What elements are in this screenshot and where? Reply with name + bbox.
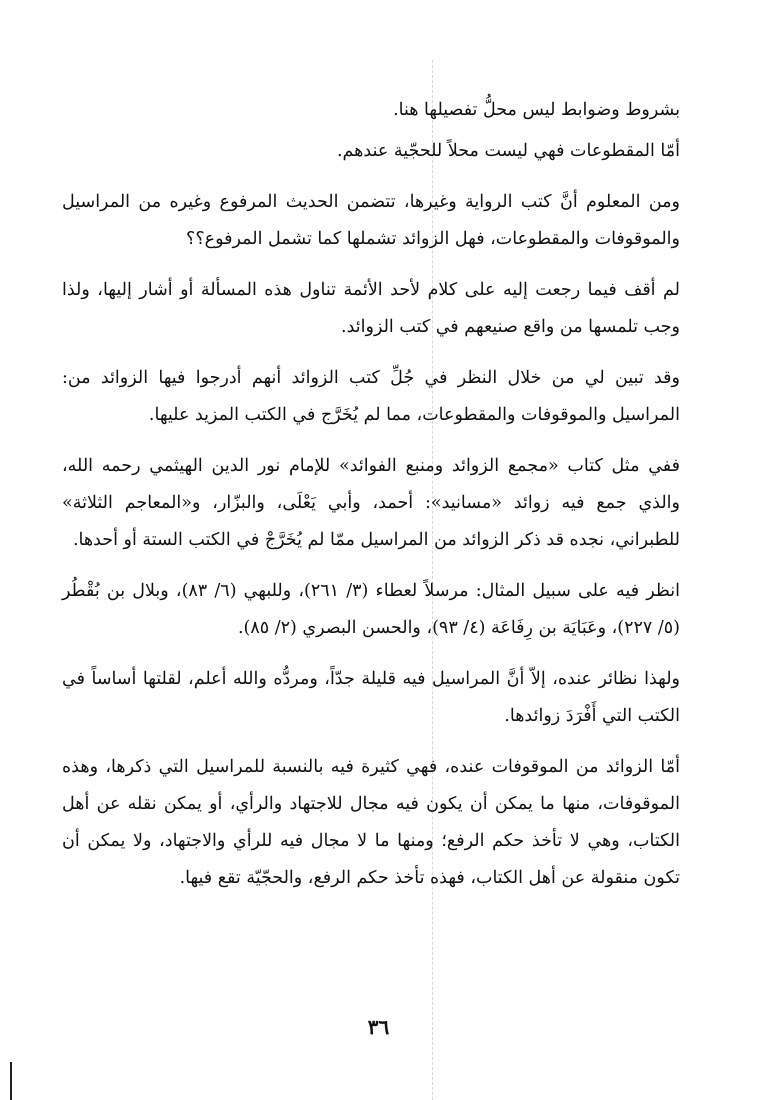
page-body (62, 92, 680, 911)
paragraph-5: وقد تبين لي من خلال النظر في جُلِّ كتب الزوائد أنهم أدرجوا فيها الزوائد من: المراسيل والموقوفات والمقطوعات، مما لم يُخَرَّج في الكتب المزيد عليها. (62, 368, 680, 425)
paragraph-4: لم أقف فيما رجعت إليه على كلام لأحد الأئمة تناول هذه المسألة أو أشار إليها، ولذا وجب تلمسها من واقع صنيعهم في كتب الزوائد. (62, 280, 680, 337)
paragraph-6: ففي مثل كتاب «مجمع الزوائد ومنبع الفوائد» للإمام نور الدين الهيثمي رحمه الله، والذي جمع فيه زوائد «مسانيد»: أحمد، وأبي يَعْلَى، والبزّار، و«المعاجم الثلاثة» للطبراني، نجده قد ذكر الزوائد من المراسيل ممّا لم يُخَرَّجْ في الكتب الستة أو أحدها. (62, 456, 680, 550)
page-number: ٣٦ (367, 1015, 390, 1039)
paragraph-9: أمّا الزوائد من الموقوفات عنده، فهي كثيرة فيه بالنسبة للمراسيل التي ذكرها، وهذه الموقوفات، منها ما يمكن أن يكون فيه مجال للاجتهاد والرأي، أو يمكن نقله عن أهل الكتاب، وهي لا تأخذ حكم الرفع؛ ومنها ما لا مجال فيه للرأي والاجتهاد، ولا يمكن أن تكون منقولة عن أهل الكتاب، فهذه تأخذ حكم الرفع، والحجّيّة تقع فيها. (62, 757, 680, 888)
paragraph-3: ومن المعلوم أنَّ كتب الرواية وغيرها، تتضمن الحديث المرفوع وغيره من المراسيل والموقوفات والمقطوعات، فهل الزوائد تشملها كما تشمل المرفوع؟؟ (62, 192, 680, 249)
paragraph-8: ولهذا نظائر عنده، إلاّ أنَّ المراسيل فيه قليلة جدّاً، ومردُّه والله أعلم، لقلتها أساساً في الكتب التي أَفْرَدَ زوائدها. (62, 669, 680, 726)
paragraph-1: بشروط وضوابط ليس محلُّ تفصيلها هنا. (393, 100, 680, 120)
scan-edge-mark (10, 1062, 12, 1100)
paragraph-7: انظر فيه على سبيل المثال: مرسلاً لعطاء (٣/ ٢٦١)، وللبهي (٦/ ٨٣)، وبلال بن بُقْطُر (٥/ ٢٢٧)، وعَبَايَة بن رِفَاعَة (٤/ ٩٣)، والحسن البصري (٢/ ٨٥). (62, 581, 680, 638)
paragraph-2: أمّا المقطوعات فهي ليست محلاً للحجّية عندهم. (336, 141, 680, 161)
